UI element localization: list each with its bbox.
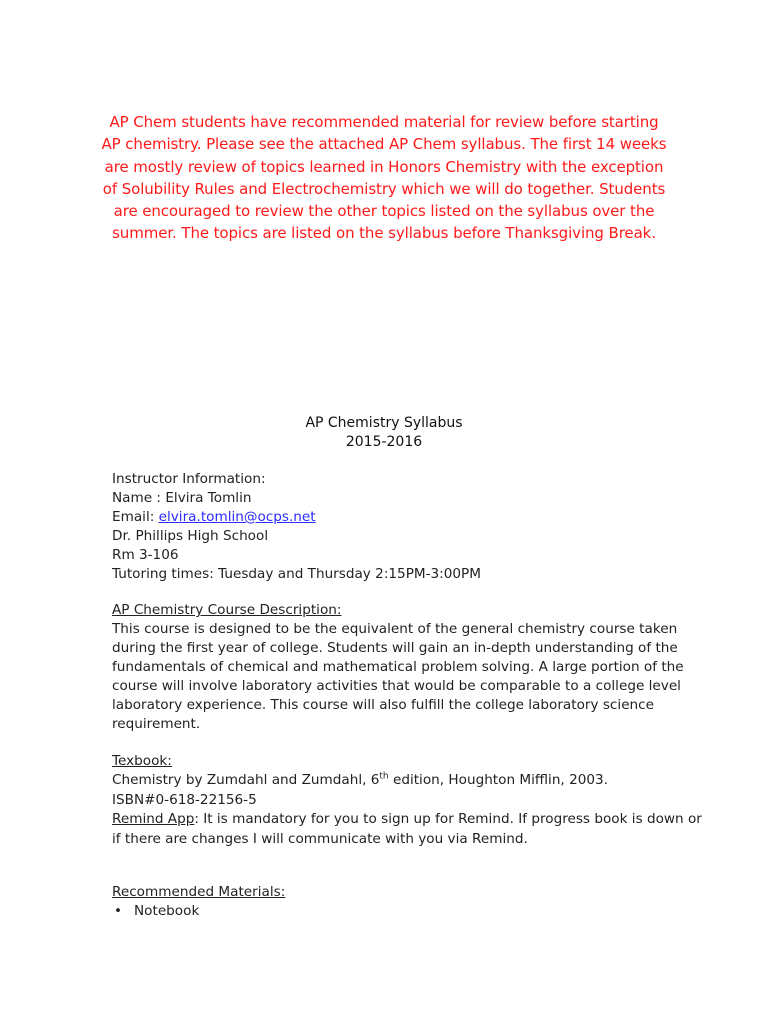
instructor-name: Name : Elvira Tomlin — [112, 490, 252, 506]
tutoring-times: Tutoring times: Tuesday and Thursday 2:15PM-3:00PM — [112, 566, 481, 582]
email-label: Email: — [112, 509, 159, 525]
instructor-heading: Instructor Information: — [112, 471, 266, 487]
instructor-info — [112, 470, 722, 584]
course-description-heading: AP Chemistry Course Description: — [112, 602, 342, 618]
textbook-heading: Texbook: — [112, 753, 172, 769]
syllabus-title: AP Chemistry Syllabus — [305, 415, 463, 431]
textbook-section — [112, 752, 732, 849]
list-item: • Notebook — [114, 903, 200, 919]
materials-heading: Recommended Materials: — [112, 884, 286, 900]
remind-app-label: Remind App — [112, 811, 195, 828]
course-description-text: This course is designed to be the equivalent of the general chemistry course taken during the first year of college. Students will gain an in-depth understanding of the fundamentals of chemical and mathematical problem solving. A large portion of the course will involve laboratory activities that would be comparable to a college level laboratory experience. This course will also fulfill the college laboratory science requirement. — [112, 621, 684, 732]
remind-app-text: : It is mandatory for you to sign up for Remind. If progress book is down or if there are changes I will communicate with you via Remind. — [112, 811, 702, 847]
syllabus-year: 2015-2016 — [345, 434, 423, 450]
instructor-email-line — [112, 508, 722, 527]
textbook-title: Chemistry by Zumdahl and Zumdahl, 6th edition, Houghton Mifflin, 2003. — [112, 771, 608, 789]
summer-review-notice: AP Chem students have recommended material for review before starting AP chemistry. Please see the attached AP Chem syllabus. The first 14 weeks are mostly review of topics learned in Honors Chemistry with the exception of Solubility Rules and Electrochemistry which we will do together. Students are encouraged to review the other topics listed on the syllabus over the summer. The topics are listed on the syllabus before Thanksgiving Break. — [101, 113, 667, 243]
recommended-materials-section — [112, 883, 732, 921]
remind-app-note — [112, 810, 712, 849]
materials-list — [112, 902, 732, 921]
school-name: Dr. Phillips High School — [112, 528, 269, 544]
room-number: Rm 3-106 — [112, 547, 179, 563]
course-description-section — [112, 601, 732, 734]
email-link[interactable]: elvira.tomlin@ocps.net — [158, 509, 316, 525]
textbook-isbn: ISBN#0-618-22156-5 — [112, 791, 257, 808]
bullet-icon: • — [114, 903, 123, 919]
